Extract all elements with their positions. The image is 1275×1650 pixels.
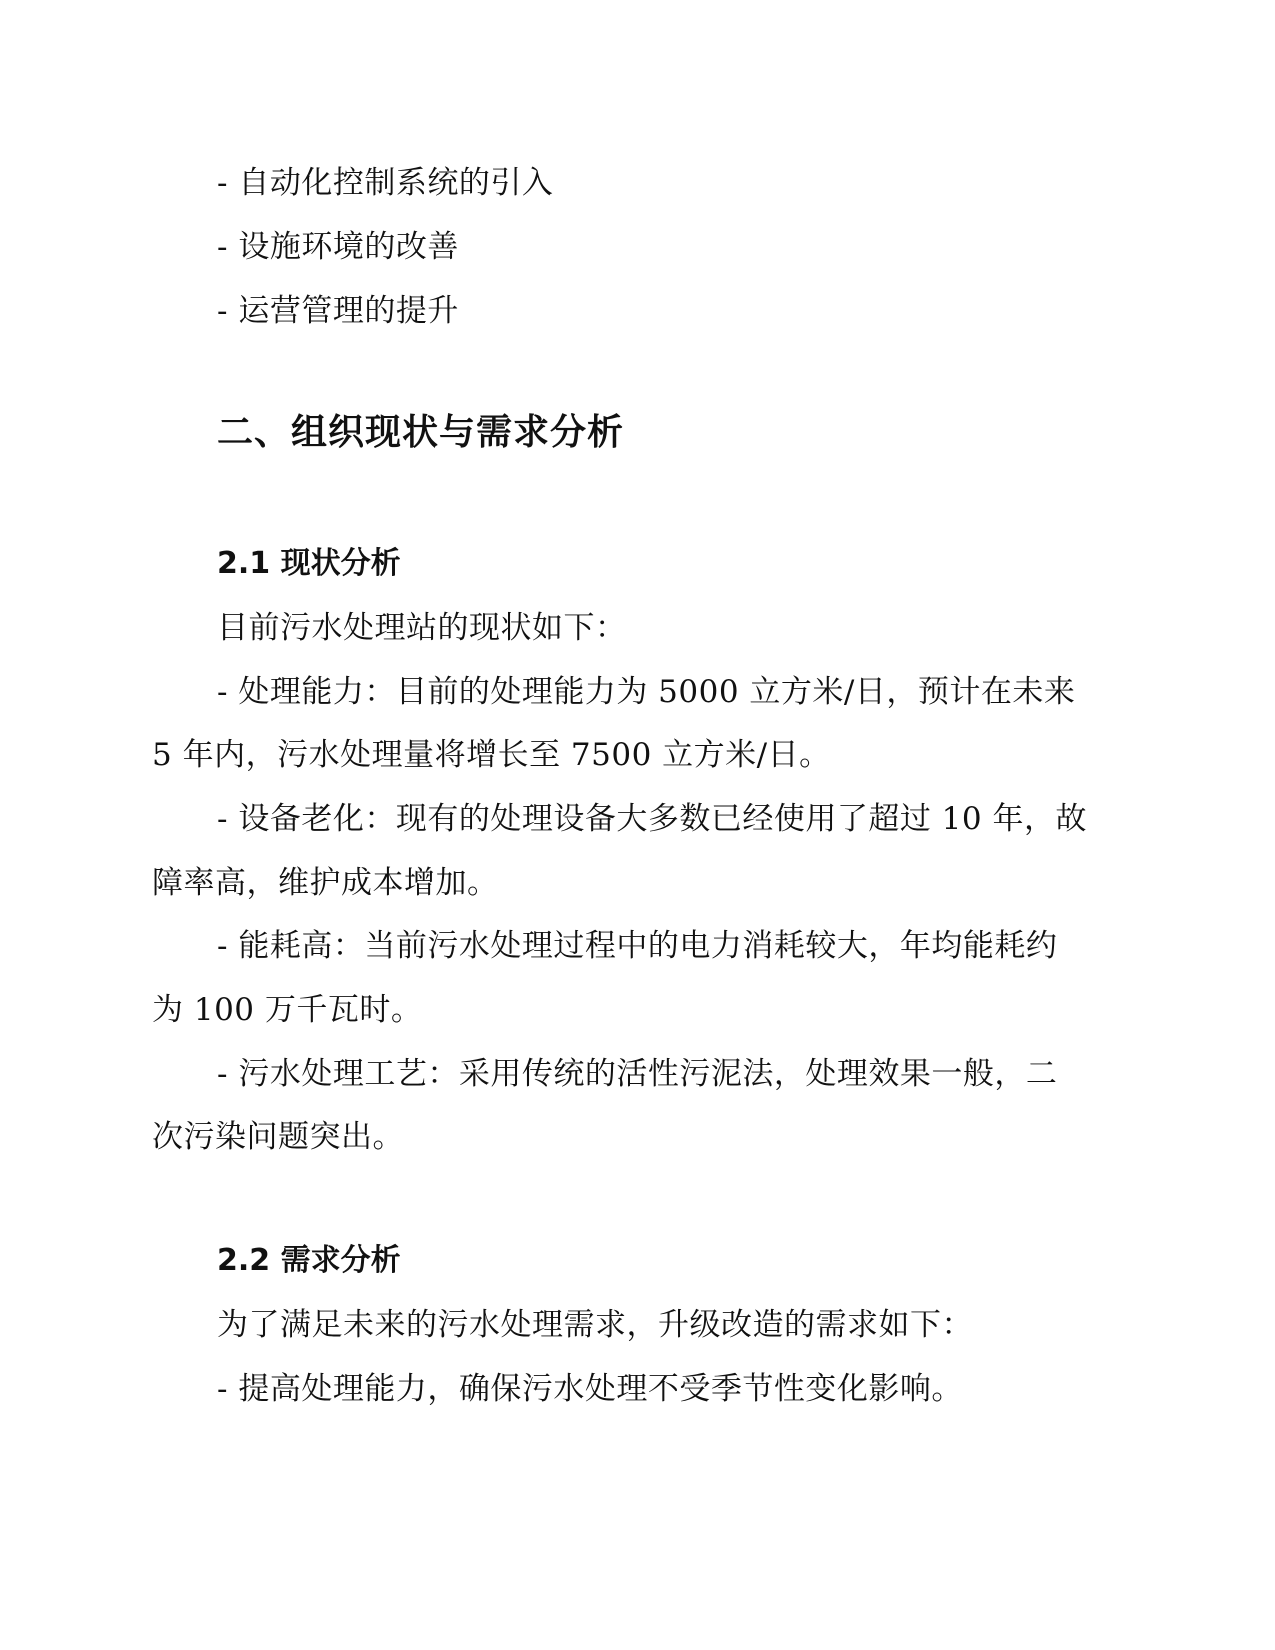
process-line-2: 次污染问题突出。 xyxy=(152,1119,404,1155)
aging-line-2: 障率高，维护成本增加。 xyxy=(152,865,499,901)
capacity-line-1: - 处理能力：目前的处理能力为 5000 立方米/日，预计在未来 xyxy=(217,674,1076,710)
status-intro: 目前污水处理站的现状如下： xyxy=(217,610,627,646)
process-line-1: - 污水处理工艺：采用传统的活性污泥法，处理效果一般，二 xyxy=(217,1056,1058,1092)
bullet-management: - 运营管理的提升 xyxy=(217,293,459,329)
energy-line-2: 为 100 万千瓦时。 xyxy=(152,992,423,1028)
subsection-title-demand: 2.2 需求分析 xyxy=(217,1243,401,1278)
bullet-environment: - 设施环境的改善 xyxy=(217,229,459,265)
demand-item-capacity: - 提高处理能力，确保污水处理不受季节性变化影响。 xyxy=(217,1371,963,1407)
energy-line-1: - 能耗高：当前污水处理过程中的电力消耗较大，年均能耗约 xyxy=(217,928,1058,964)
bullet-automation: - 自动化控制系统的引入 xyxy=(217,165,554,201)
capacity-line-2: 5 年内，污水处理量将增长至 7500 立方米/日。 xyxy=(152,737,831,773)
section-title: 二、组织现状与需求分析 xyxy=(217,412,625,453)
demand-intro: 为了满足未来的污水处理需求，升级改造的需求如下： xyxy=(217,1307,973,1343)
aging-line-1: - 设备老化：现有的处理设备大多数已经使用了超过 10 年，故 xyxy=(217,801,1087,837)
subsection-title-status: 2.1 现状分析 xyxy=(217,546,401,581)
